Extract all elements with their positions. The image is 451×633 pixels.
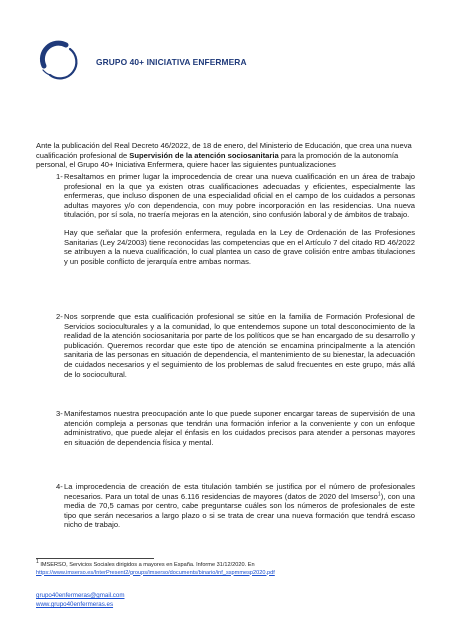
footnote-link[interactable]: https://www.imserso.es/InterPresent2/groups/imserso/documents/binario/inf_sspmmesp2020.pdf — [36, 569, 275, 576]
list-item — [36, 482, 415, 530]
item-number: 1- — [56, 172, 63, 181]
intro-paragraph: Ante la publicación del Real Decreto 46/2022, de 18 de enero, del Ministerio de Educación, que crea una nueva cualificación profesional de Supervisión de la atención sociosanitaria para la promoción de la autonomía personal, el Grupo 40+ Iniciativa Enfermera, quiere hacer las siguientes puntualizaciones — [36, 141, 412, 170]
brand-title: GRUPO 40+ INICIATIVA ENFERMERA — [96, 57, 247, 67]
footnote-divider — [36, 558, 154, 559]
contact-block — [36, 591, 124, 609]
item-paragraph: Nos sorprende que esta cualificación profesional se sitúe en la familia de Formación Profesional de Servicios socioculturales y a la comunidad, lo que entendemos supone un total desconocimiento de la realidad de la atención sociosanitaria por parte de los políticos que se han encargado de su desarrollo y publicación. Queremos recordar que este tipo de atención se encamina principalmente a la atención sanitaria de las personas en situación de dependencia, el mantenimiento de su bienestar, la adecuación de cuidados necesarios y el seguimiento de los problemas de salud frecuentes en este grupo, más allá de lo sociocultural. — [64, 312, 415, 379]
footnote-ref[interactable]: 1 — [377, 491, 381, 498]
item-paragraph: Manifestamos nuestra preocupación ante lo que puede suponer encargar tareas de supervisión de una atención compleja a personas que tendrán una formación inferior a la conveniente y con un enfoque administrativo, que puede alejar el énfasis en los cuidados precisos para atender a personas mayores en situación de dependencia física y mental. — [64, 409, 415, 447]
footnote: 1 IMSERSO, Servicios Sociales dirigidos a mayores en España. Informe 31/12/2020. En https://www.imserso.es/InterPresent2/groups/imserso/documents/binario/inf_sspmmesp2020.pdf — [36, 559, 275, 576]
item-number: 3- — [56, 409, 63, 418]
item-number: 2- — [56, 312, 63, 321]
item-paragraph: Resaltamos en primer lugar la improcedencia de crear una nueva cualificación en un área de trabajo profesional en la que ya existen otras cualificaciones adecuadas y eficientes, especialmente las enfermeras, que incluso disponen de una especialidad oficial en el campo de los cuidados a personas adultas mayores y/o con dependencia, con muy pobre incorporación en las residencias. Una nueva titulación, por sí sola, no traería mejoras en la atención, sino confusión laboral y de ámbitos de trabajo. — [64, 172, 415, 220]
website-link[interactable]: www.grupo40enfermeras.es — [36, 601, 114, 608]
list-item — [36, 409, 415, 447]
item-paragraph: Hay que señalar que la profesión enfermera, regulada en la Ley de Ordenación de las Profesiones Sanitarias (Ley 24/2003) tiene reconocidas las competencias que en el Artículo 7 del citado RD 46/2022 se atribuyen a la nueva cualificación, lo cual plantea un caso de grave colisión entre ambas titulaciones y un posible conflicto de jerarquía entre ambas normas. — [64, 227, 415, 266]
item-paragraph: La improcedencia de creación de esta titulación también se justifica por el número de profesionales necesarios. Para un total de unas 6.116 residencias de mayores (datos de 2020 del Imserso$^1$), con una media de 70,5 camas por centro, cabe preguntarse cuáles son los números de profesionales de este tipo que serán necesarios a largo plazo o si se trata de crear una nueva formación que tendrá escaso nicho de trabajo. — [64, 482, 415, 530]
group40-circle-logo-icon — [36, 38, 80, 82]
list-item — [36, 312, 415, 379]
list-item — [36, 172, 415, 266]
intro-bold-term: Supervisión de la atención sociosanitaria — [129, 150, 279, 160]
item-number: 4- — [56, 482, 63, 491]
email-link[interactable]: grupo40enfermeras@gmail.com — [36, 592, 125, 599]
